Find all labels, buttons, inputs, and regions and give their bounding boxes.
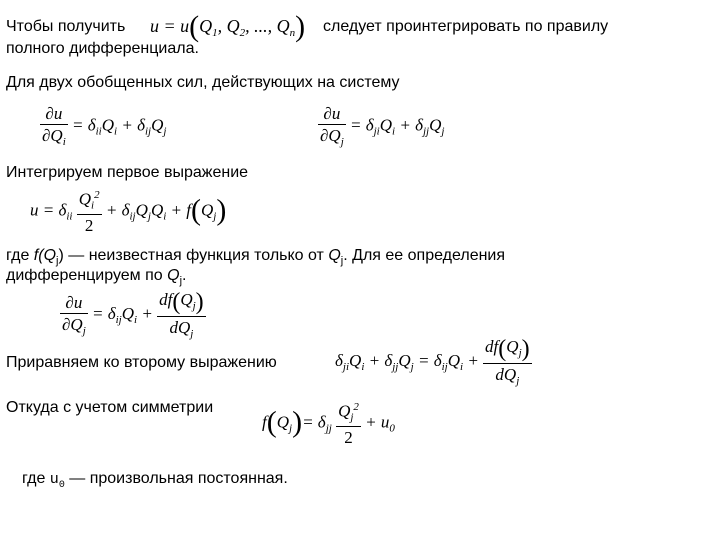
formula-du-dqj-derived: $\frac{\partial u}{\partial Q_j}$ = $\delta_{ij}Q_i$ + $\frac{df(Q_j)}{dQ_j}$	[62, 289, 204, 340]
text-line-1-end: следует проинтегрировать по правилу	[323, 18, 609, 35]
text-line-8: Откуда с учетом симметрии	[6, 399, 214, 416]
formula-u-definition: $u = u(Q_1$, $Q_2$, ..., $Q_n$)	[150, 10, 306, 43]
formula-equation: $\delta_{ji}Q_i + \delta_{jj}Q_j = \delta_{ij}Q_i$ + $\frac{df(Q_j)}{dQ_j}$	[335, 336, 530, 387]
formula-du-dqj: $\frac{\partial u}{\partial Q_j}$ = $\delta_{ji}Q_i + \delta_{jj}Q_j$	[320, 104, 445, 148]
formula-u-integrated: $u = \delta_{ii}$ $\frac{Q_i^2}{2}$ + $\delta_{ij}Q_jQ_i + f(Q_j)$	[30, 189, 227, 235]
formula-du-dqi: $\frac{\partial u}{\partial Q_i}$ = $\delta_{ii}Q_i + \delta_{ij}Q_j$	[42, 104, 167, 148]
text-line-7: Приравняем ко второму выражению	[6, 354, 277, 371]
text-line-3: Для двух обобщенных сил, действующих на систему	[6, 74, 400, 91]
text-line-5: где $f(Q_j)$ — неизвестная функция только от $Q_j$. Для ее определения	[6, 247, 506, 267]
formula-f-result: $f(Q_j)= \delta_{jj}$ $\frac{Q_j^2}{2}$ + $u_0$	[262, 401, 395, 447]
text-line-9: где $u_0$ — произвольная постоянная.	[22, 470, 288, 491]
text-line-2: полного дифференциала.	[6, 40, 199, 57]
text-line-6: дифференцируем по $Q_j$.	[6, 267, 187, 287]
text-line-1-start: Чтобы получить	[6, 18, 126, 35]
text-line-4: Интегрируем первое выражение	[6, 164, 249, 181]
